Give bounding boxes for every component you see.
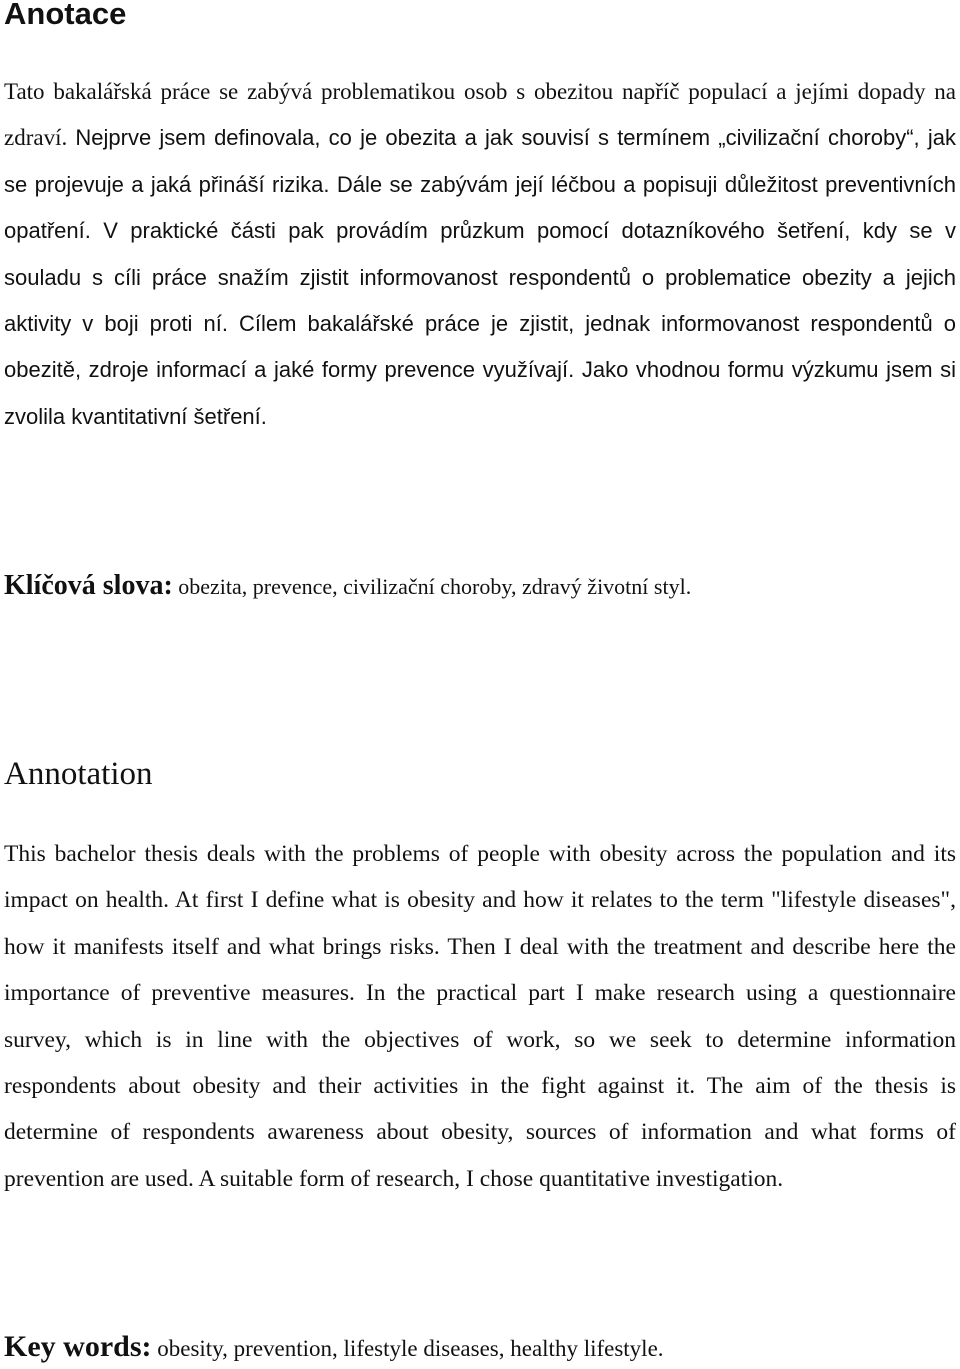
czech-keywords [4, 566, 691, 607]
english-abstract: This bachelor thesis deals with the problems of people with obesity across the population and its impact on health. At first I define what is obesity and how it relates to the term "lifestyle diseases", how it manifests itself and what brings risks. Then I deal with the treatment and describe here the importance of preventive measures. In the practical part I make research using a questionnaire survey, which is in line with the objectives of work, so we seek to determine information respondents about obesity and their activities in the fight against it. The aim of the thesis is determine of respondents awareness about obesity, sources of information and what forms of prevention are used. A suitable form of research, I chose quantitative investigation. [4, 841, 956, 1192]
english-heading: Annotation [4, 756, 153, 792]
english-keywords [4, 1327, 664, 1369]
english-keywords-list: obesity, prevention, lifestyle diseases, healthy lifestyle. [151, 1336, 664, 1361]
czech-abstract-lead: Tato bakalářská práce se zabývá problematikou osob s obezitou napříč populací a jejími dopady na zdraví. [4, 79, 956, 151]
czech-abstract [4, 69, 956, 440]
czech-keywords-list: obezita, prevence, civilizační choroby, zdravý životní styl. [172, 574, 692, 599]
czech-abstract-body: Nejprve jsem definovala, co je obezita a jak souvisí s termínem „civilizační choroby“, jak se projevuje a jaká přináší rizika. Dále se zabývám její léčbou a popisuji důležitost preventivních opatření. V praktické části pak provádím průzkum pomocí dotazníkového šetření, kdy se v souladu s cíli práce snažím zjistit informovanost respondentů o problematice obezity a jejich aktivity v boji proti ní. Cílem bakalářské práce je zjistit, jednak informovanost respondentů o obezitě, zdroje informací a jaké formy prevence využívají. Jako vhodnou formu výzkumu jsem si zvolila kvantitativní šetření. [4, 125, 956, 429]
english-keywords-label: Key words: [4, 1330, 152, 1363]
czech-heading: Anotace [4, 0, 127, 31]
czech-keywords-label: Klíčová slova: [4, 570, 173, 601]
